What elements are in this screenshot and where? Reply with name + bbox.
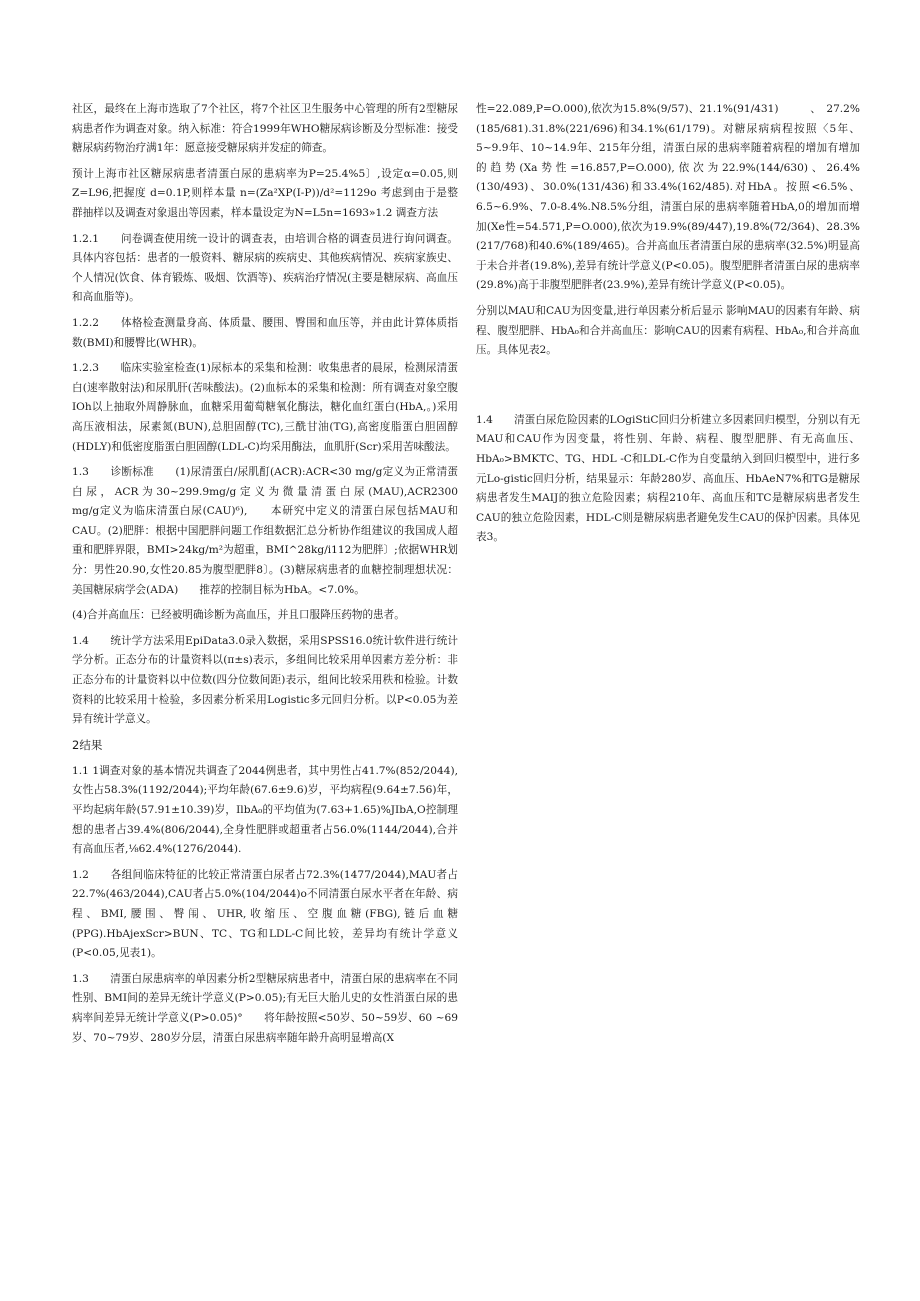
column-spacer — [476, 367, 860, 411]
paragraph-statistics: 1.4 统计学方法采用EpiData3.0录入数据，采用SPSS16.0统计软件进行统计学分析。正态分布的计量资料以(π±s)表示，多组间比较采用单因素方差分析：非正态分布的计量资料以中位数(四分位数间距)表示，组间比较采用秩和检验。计数资料的比较采用十检验，多因素分析采用Logistic多元回归分析。以P<0.05为差异有统计学意义。 — [72, 634, 458, 726]
paragraph-single-factor: 分别以MAU和CAU为因变量,进行单因素分析后显示 影响MAU的因素有年龄、病程、腹型肥胖、HbA₀和合并高血压：影响CAU的因素有病程、HbA₀,和合并高血压。具体见表2。 — [476, 304, 860, 357]
paragraph-diagnosis: 1.3 诊断标准 (1)尿清蛋白/尿肌酊(ACR):ACR<30 mg/g定义为正常清蛋白尿，ACR为30~299.9mg/g定义为微量清蛋白尿(MAU),ACR2300 mg/g定义为临床清蛋白尿(CAU)⁶), 本研究中定义的清蛋白尿包括MAU和CAU。(2)肥胖：根据中国肥胖问题工作组数据汇总分析协作组建议的我国成人超重和肥胖界限，BMI>24kg/m²为超重，BMI^28kg/i112为肥胖〕;依据WHR划分：男性20.90,女性20.85为腹型肥胖8〕。(3)糖尿病患者的血糖控制理想状况：美国糖尿病学会(ADA) 推荐的控制目标为HbA。<7.0%。 — [72, 466, 501, 596]
paragraph-inclusion: 社区，最终在上海市选取了7个社区，将7个社区卫生服务中心管理的所有2型糖尿病患者作为调查对象。纳入标准：符合1999年WHO糖尿病诊断及分型标准：接受糖尿病药物治疗满1年：愿意接受糖尿病并发症的筛查。 — [72, 103, 458, 155]
left-column — [72, 100, 501, 1054]
paragraph-logistic-regression: 1.4 清蛋白尿危险因素的LOgiStiC回归分析建立多因素回归模型，分别以有无MAU和CAU作为因变量，将性别、年龄、病程、腹型肥胖、有无高血压、HbA₀>BMKTC、TG、HDL -C和LDL-C作为自变量纳入到回归模型中，进行多元Lo-gistic回归分析，结果显示：年龄280岁、高血压、HbAeN7%和TG是糖尿病患者发生MAIJ的独立危险因素；病程210年、高血压和TC是糖尿病患者发生CAU的独立危险因素，HDL-C则是糖尿病患者避免发生CAU的保护因素。具体见表3。 — [476, 413, 860, 544]
paragraph-sample-size: 预计上海市社区糖尿病患者清蛋白尿的患病率为P=25.4%5〕,设定α=0.05,则 Z=L96,把握度 d=0.1P,则样本量 n=(Za²XP(I-P))/d²=1129o 考虑到由于是整群抽样以及调查对象退出等因素，样本量设定为N=L5n=1693»1.2 调查方法 — [72, 167, 458, 219]
paragraph-physical-exam: 1.2.2 体格检查测量身高、体质量、腰围、臀围和血压等，并由此计算体质指数(BMI)和腰臀比(WHR)。 — [72, 316, 458, 349]
paragraph-hypertension: (4)合并高血压：已经被明确诊断为高血压，并且口服降压药物的患者。 — [72, 609, 405, 622]
paragraph-questionnaire: 1.2.1 问卷调查使用统一设计的调查表，由培训合格的调查员进行询问调查。具体内容包括：患者的一般资料、糖尿病的疾病史、其他疾病情况、疾病家族史、个人情况(饮食、体育锻炼、吸烟、饮酒等)、疾病治疗情况(主要是糖尿病、高血压和高血脂等)。 — [72, 232, 458, 304]
paragraph-prevalence-trends: 性=22.089,P=O.000),依次为15.8%(9/57)、21.1%(91/431) 、 27.2%(185/681).31.8%(221/696)和34.1%(61/179)。对糖尿病病程按照〈5年、5~9.9年、10~14.9年、215年分组，清蛋白尿的患病率随着病程的增加有增加的趋势(Xa势性=16.857,P=O.000),依次为22.9%(144/630)、26.4%(130/493)、30.0%(131/436)和33.4%(162/485).对HbA。按照<6.5%、6.5~6.9%、7.0-8.4%.N8.5%分组，清蛋白尿的患病率随着HbA,0的增加而增加(Xe性=54.571,P=O.000),依次为19.9%(89/447),19.8%(72/364)、28.3%(217/768)和40.6%(189/465)。合并高血压者清蛋白尿的患病率(32.5%)明显高于未合并者(19.8%),差异有统计学意义(P<0.05)。腹型肥胖者清蛋白尿的患病率(29.8%)高于非腹型肥胖者(23.9%),差异有统计学意义(P<0.05)。 — [476, 103, 860, 292]
paragraph-univariate: 1.3 清蛋白尿患病率的单因素分析2型糖尿病患者中，清蛋白尿的患病率在不同性别、BMI间的差异无统计学意义(P>0.05);有无巨大胎儿史的女性消蛋白尿的患病率间差异无统计学意义(P>0.05)° 将年龄按照<50岁、50~59岁、60 ~69岁、70~79岁、280岁分层，清蛋白尿患病率随年龄升高明显增高(X — [72, 972, 458, 1044]
paragraph-basic-info: 1.1 1调查对象的基本情况共调查了2044例患者，其中男性占41.7%(852/2044),女性占58.3%(1192/2044);平均年龄(67.6±9.6)岁，平均病程(9.64±7.56)年，平均起病年龄(57.91±10.39)岁，IlbA₀的平均值为(7.63+1.65)%JIbA,O控制理想的患者占39.4%(806/2044),全身性肥胖或超重者占56.0%(1144/2044),合并有高血压者,⅛62.4%(1276/2044). — [72, 764, 458, 856]
paragraph-lab-tests: 1.2.3 临床实验室检查(1)尿标本的采集和检测：收集患者的晨尿，检测尿清蛋白(速率散射法)和尿肌肝(苦味酸法)。(2)血标本的采集和检测：所有调查对象空腹IOh以上抽取外周静脉血，血糖采用葡萄糖氧化酶法，糖化血红蛋白(HbA,。)采用高压液相法，尿素氮(BUN),总胆固醇(TC),三酰甘油(TG),高密度脂蛋白胆固醇(HDLY)和低密度脂蛋白胆固醇(LDL-C)均采用酶法，血肌肝(Scr)采用苦味酸法。 — [72, 362, 458, 453]
paragraph-group-comparison: 1.2 各组间临床特征的比较正常清蛋白尿者占72.3%(1477/2044),MAU者占22.7%(463/2044),CAU者占5.0%(104/2044)o不同清蛋白尿水平者在年龄、病程、BMI,腰围、臀闱、UHR,收缩压、空腹血糖(FBG),链后血糖(PPG).HbAjexScr>BUN、TC、TG和LDL-C间比较，差异均有统计学意义(P<0.05,见表1)。 — [72, 868, 458, 960]
section-heading-results: 2结果 — [72, 737, 103, 752]
right-column — [476, 100, 860, 554]
